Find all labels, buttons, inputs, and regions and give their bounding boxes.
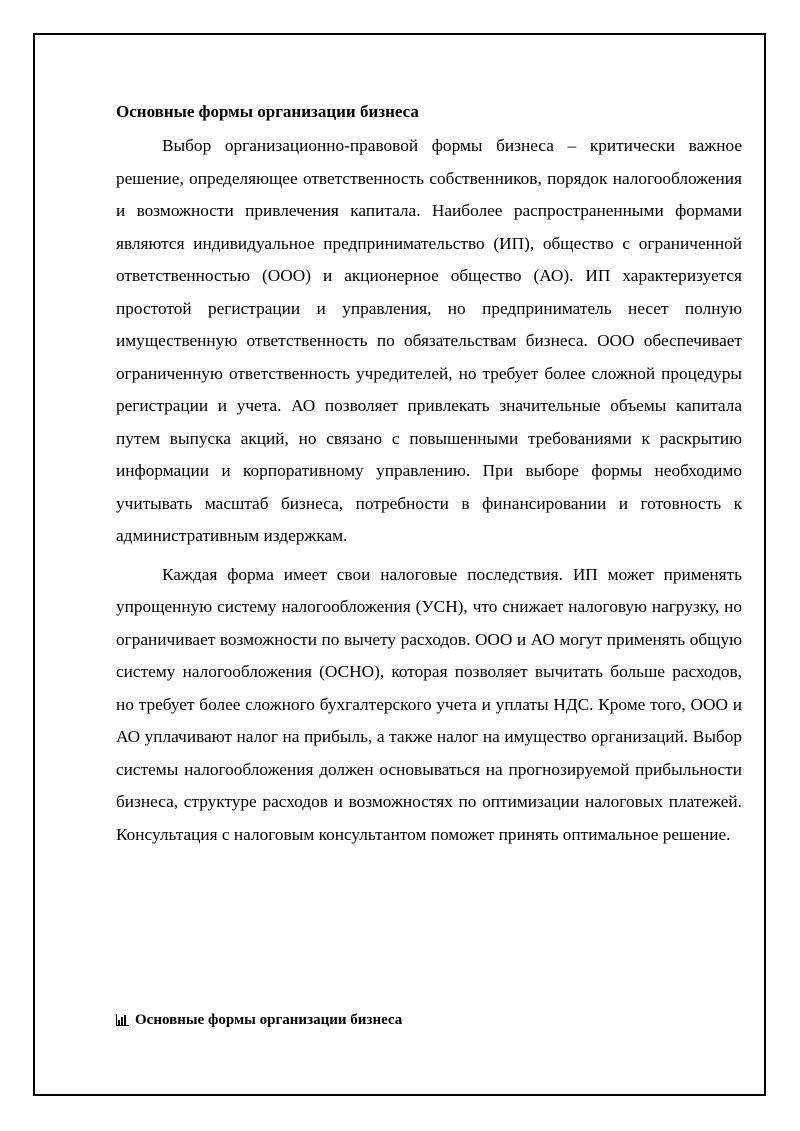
bar-chart-icon xyxy=(116,1014,129,1026)
document-heading: Основные формы организации бизнеса xyxy=(116,102,419,121)
chart-caption-label: Основные формы организации бизнеса xyxy=(135,1012,403,1028)
paragraph-2: Каждая форма имеет свои налоговые последствия. ИП может применять упрощенную систему налогообложения (УСН), что снижает налоговую нагрузку, но ограничивает возможности по вычету расходов. ООО и АО могут применять общую систему налогообложения (ОСНО), которая позволяет вычитать больше расходов, но требует более сложного бухгалтерского учета и уплаты НДС. Кроме того, ООО и АО уплачивают налог на прибыль, а также налог на имущество организаций. Выбор системы налогообложения должен основываться на прогнозируемой прибыльности бизнеса, структуре расходов и возможностях по оптимизации налоговых платежей. Консультация с налоговым консультантом поможет принять оптимальное решение. xyxy=(116,564,742,844)
paragraph-1: Выбор организационно-правовой формы бизнеса – критически важное решение, определяющее ответственность собственников, порядок налогообложения и возможности привлечения капитала. Наиболее распространенными формами являются индивидуальное предпринимательство (ИП), общество с ограниченной ответственностью (ООО) и акционерное общество (АО). ИП характеризуется простотой регистрации и управления, но предприниматель несет полную имущественную ответственность по обязательствам бизнеса. ООО обеспечивает ограниченную ответственность учредителей, но требует более сложной процедуры регистрации и учета. АО позволяет привлекать значительные объемы капитала путем выпуска акций, но связано с повышенными требованиями к раскрытию информации и корпоративному управлению. При выборе формы необходимо учитывать масштаб бизнеса, потребности в финансировании и готовность к административным издержкам. xyxy=(116,136,742,545)
chart-caption xyxy=(116,1008,402,1032)
document-body xyxy=(116,96,742,857)
